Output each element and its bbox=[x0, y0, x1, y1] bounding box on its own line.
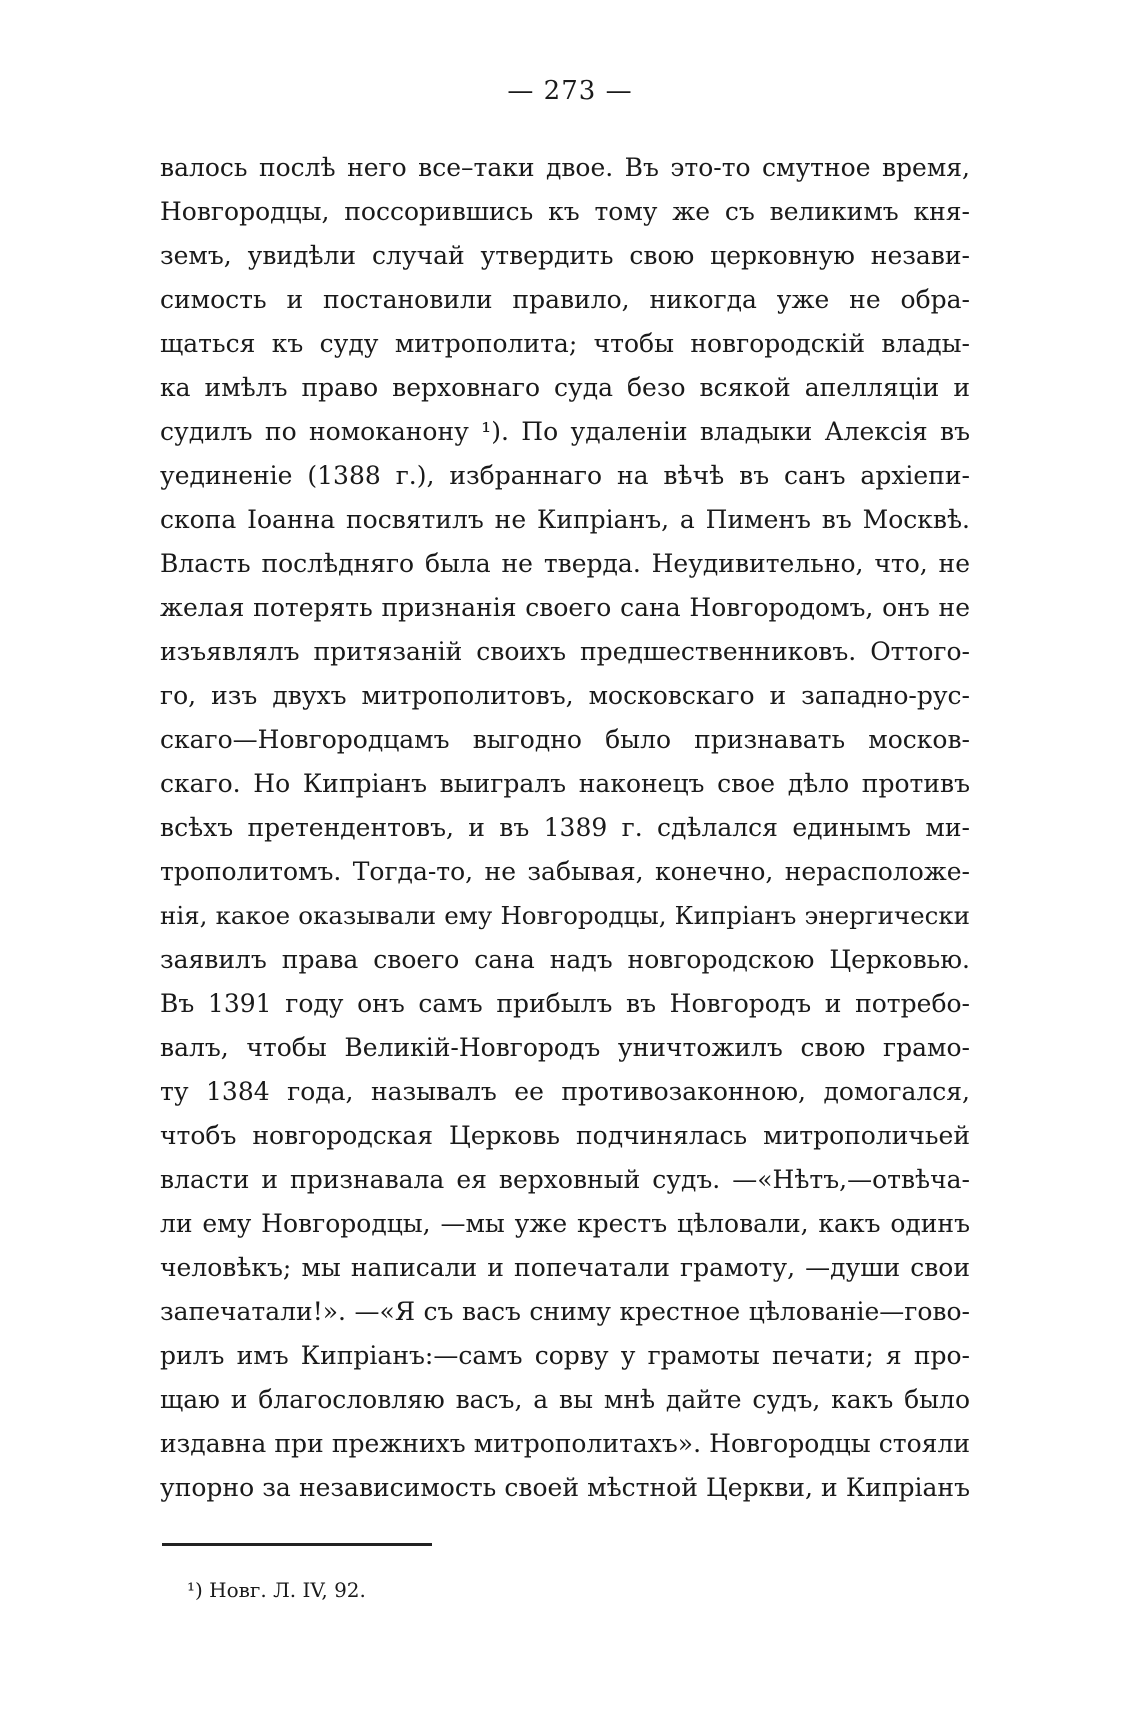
text-line: изъявлялъ притязаній своихъ предшественниковъ. Оттого- bbox=[160, 637, 970, 666]
text-line: всѣхъ претендентовъ, и въ 1389 г. сдѣлался единымъ ми- bbox=[160, 813, 970, 842]
text-line: трополитомъ. Тогда-то, не забывая, конечно, нерасположе- bbox=[160, 857, 970, 886]
text-line: запечатали!». —«Я съ васъ сниму крестное цѣлованіе—гово- bbox=[160, 1297, 970, 1326]
text-line: валось послѣ него все–таки двое. Въ это-то смутное время, bbox=[160, 153, 970, 182]
text-line: го, изъ двухъ митрополитовъ, московскаго и западно-рус- bbox=[160, 681, 970, 710]
text-line: скаго. Но Кипріанъ выигралъ наконецъ свое дѣло противъ bbox=[160, 769, 970, 798]
text-line: издавна при прежнихъ митрополитахъ». Новгородцы стояли bbox=[160, 1429, 970, 1458]
page-number: — 273 — bbox=[507, 76, 633, 106]
text-line: валъ, чтобы Великій-Новгородъ уничтожилъ свою грамо- bbox=[160, 1033, 970, 1062]
text-line: скопа Іоанна посвятилъ не Кипріанъ, а Пименъ въ Москвѣ. bbox=[160, 505, 970, 534]
text-line: желая потерять признанія своего сана Новгородомъ, онъ не bbox=[160, 593, 970, 622]
body-text bbox=[160, 146, 970, 1510]
text-line: чтобъ новгородская Церковь подчинялась митрополичьей bbox=[160, 1121, 970, 1150]
footnote-divider bbox=[162, 1543, 432, 1546]
text-line: человѣкъ; мы написали и попечатали грамоту, —души свои bbox=[160, 1253, 970, 1282]
text-line: симость и постановили правило, никогда уже не обра- bbox=[160, 285, 970, 314]
text-line: Въ 1391 году онъ самъ прибылъ въ Новгородъ и потребо- bbox=[160, 989, 970, 1018]
text-line: щаться къ суду митрополита; чтобы новгородскій влады- bbox=[160, 329, 970, 358]
text-line: судилъ по номоканону ¹). По удаленіи владыки Алексія въ bbox=[160, 417, 970, 446]
text-line: Власть послѣдняго была не тверда. Неудивительно, что, не bbox=[160, 549, 970, 578]
footnote: ¹) Новг. Л. IV, 92. bbox=[187, 1578, 366, 1602]
text-line: Новгородцы, поссорившись къ тому же съ великимъ кня- bbox=[160, 197, 970, 226]
text-line: рилъ имъ Кипріанъ:—самъ сорву у грамоты печати; я про- bbox=[160, 1341, 970, 1370]
text-line: нія, какое оказывали ему Новгородцы, Кипріанъ энергически bbox=[160, 901, 970, 930]
text-line: упорно за независимость своей мѣстной Церкви, и Кипріанъ bbox=[160, 1473, 970, 1502]
text-line: ту 1384 года, называлъ ее противозаконною, домогался, bbox=[160, 1077, 970, 1106]
text-line: заявилъ права своего сана надъ новгородскою Церковью. bbox=[160, 945, 970, 974]
text-line: уединеніе (1388 г.), избраннаго на вѣчѣ въ санъ архіепи- bbox=[160, 461, 970, 490]
text-line: скаго—Новгородцамъ выгодно было признавать москов- bbox=[160, 725, 970, 754]
text-line: ка имѣлъ право верховнаго суда безо всякой апелляціи и bbox=[160, 373, 970, 402]
text-line: земъ, увидѣли случай утвердить свою церковную незави- bbox=[160, 241, 970, 270]
text-line: власти и признавала ея верховный судъ. —«Нѣтъ,—отвѣча- bbox=[160, 1165, 970, 1194]
text-line: щаю и благословляю васъ, а вы мнѣ дайте судъ, какъ было bbox=[160, 1385, 970, 1414]
text-line: ли ему Новгородцы, —мы уже крестъ цѣловали, какъ одинъ bbox=[160, 1209, 970, 1238]
